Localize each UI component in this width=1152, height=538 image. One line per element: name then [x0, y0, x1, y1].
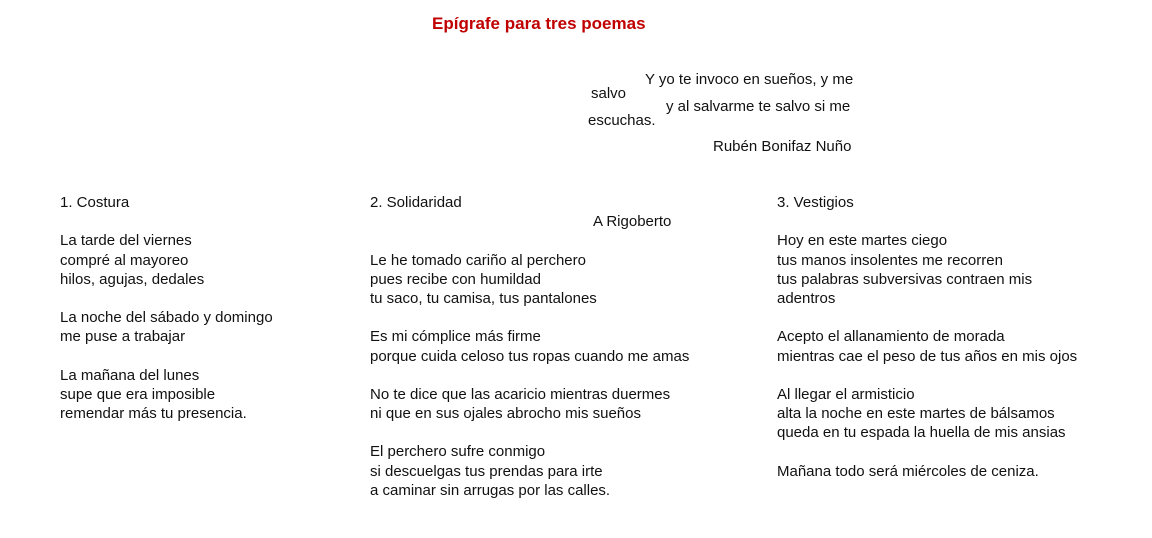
- poem-solidaridad: [370, 193, 689, 500]
- poem-line: Le he tomado cariño al perchero: [370, 251, 586, 269]
- epigraph-author: Rubén Bonifaz Nuño: [713, 138, 852, 155]
- poem-vestigios: [777, 193, 1077, 481]
- poem-line: si descuelgas tus prendas para irte: [370, 462, 603, 480]
- poem-dedication: A Rigoberto: [593, 213, 672, 231]
- poem-line: me puse a trabajar: [60, 328, 186, 346]
- poem-line: alta la noche en este martes de bálsamos: [777, 405, 1055, 423]
- poem-line: supe que era imposible: [60, 385, 216, 403]
- poem-line: Es mi cómplice más firme: [370, 328, 541, 346]
- poem-line: Mañana todo será miércoles de ceniza.: [777, 462, 1039, 480]
- poem-line: La noche del sábado y domingo: [60, 309, 273, 327]
- epigraph-line-1-wrap: salvo: [591, 85, 627, 102]
- poem-line: Acepto el allanamiento de morada: [777, 328, 1005, 346]
- poem-line: La tarde del viernes: [60, 232, 192, 250]
- page-title: Epígrafe para tres poemas: [432, 14, 646, 33]
- poem-line: ni que en sus ojales abrocho mis sueños: [370, 405, 641, 423]
- poem-line: hilos, agujas, dedales: [60, 270, 205, 288]
- poem-costura: [60, 193, 273, 423]
- poem-line: pues recibe con humildad: [370, 270, 541, 288]
- epigraph-line-1: Y yo te invoco en sueños, y me: [645, 71, 854, 88]
- poem-title: 2. Solidaridad: [370, 194, 462, 211]
- poem-line: queda en tu espada la huella de mis ansias: [777, 424, 1066, 442]
- poem-line: tus palabras subversivas contraen mis: [777, 270, 1033, 288]
- poem-line: El perchero sufre conmigo: [370, 443, 546, 461]
- epigraph-line-2: y al salvarme te salvo si me: [666, 98, 851, 115]
- poem-line: compré al mayoreo: [60, 251, 189, 269]
- poem-line: No te dice que las acaricio mientras duermes: [370, 385, 671, 403]
- poem-line: tus manos insolentes me recorren: [777, 251, 1003, 269]
- poem-line: remendar más tu presencia.: [60, 405, 247, 423]
- poem-line: porque cuida celoso tus ropas cuando me amas: [370, 347, 690, 365]
- poem-title: 3. Vestigios: [777, 194, 854, 211]
- poem-line: Al llegar el armisticio: [777, 385, 915, 403]
- poem-line: Hoy en este martes ciego: [777, 232, 948, 250]
- poem-title: 1. Costura: [60, 194, 130, 211]
- poem-line: tu saco, tu camisa, tus pantalones: [370, 289, 597, 307]
- poem-line: a caminar sin arrugas por las calles.: [370, 481, 611, 499]
- poem-line: adentros: [777, 289, 836, 307]
- poem-line: mientras cae el peso de tus años en mis ojos: [777, 347, 1078, 365]
- epigraph-line-2-wrap: escuchas.: [588, 112, 656, 129]
- poem-line: La mañana del lunes: [60, 366, 200, 384]
